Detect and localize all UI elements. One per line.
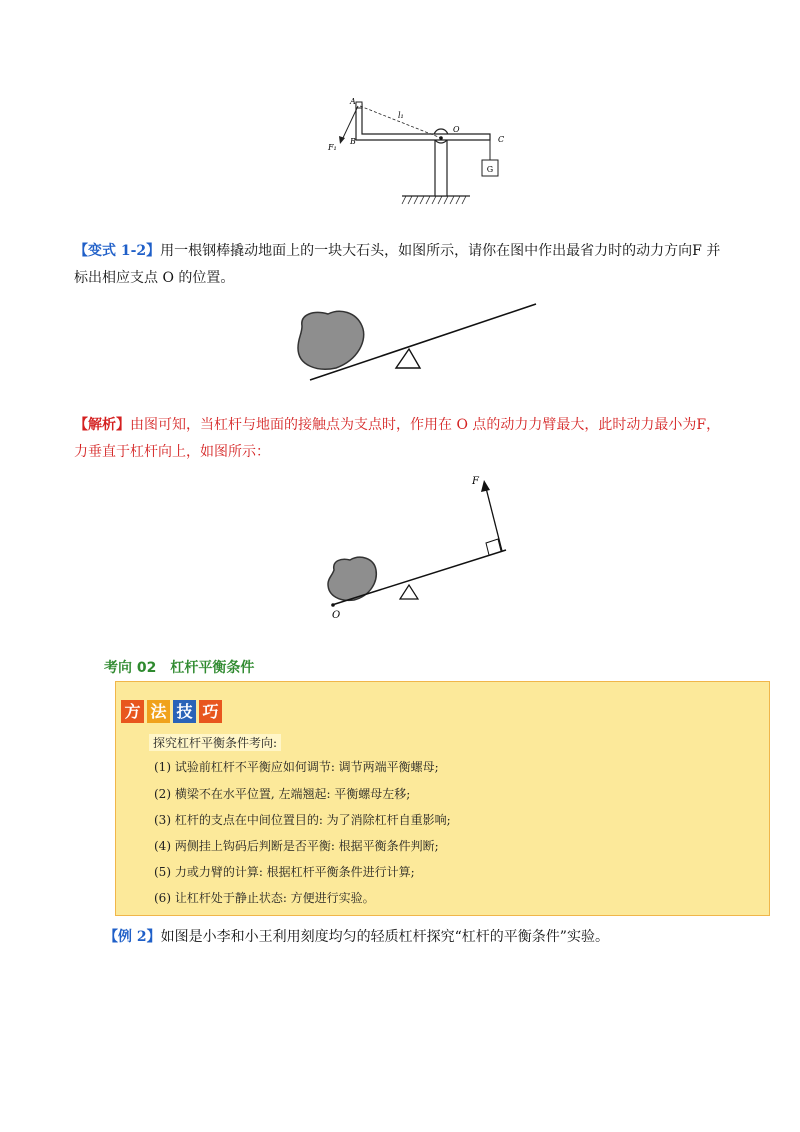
example-tag: 【例 2】: [104, 929, 161, 945]
answer-figure: [320, 470, 520, 620]
label-c: C: [498, 135, 505, 144]
badge-3: 技: [173, 700, 196, 723]
label-g: G: [486, 165, 494, 174]
variant-paragraph: [74, 238, 734, 292]
badge-4: 巧: [199, 700, 222, 723]
label-f1: F₁: [328, 143, 337, 152]
tip-item-4: (4) 两侧挂上钩码后判断是否平衡: 根据平衡条件判断;: [154, 839, 439, 853]
rock-lever-figure: [290, 296, 550, 386]
label-f: F: [472, 476, 479, 487]
method-tips-box: [115, 681, 770, 916]
analysis-paragraph: [74, 412, 734, 466]
analysis-text: 由图可知，当杠杆与地面的接触点为支点时，作用在 O 点的动力力臂最大，此时动力最小为F，力垂直于杠杆向上，如图所示：: [74, 417, 721, 460]
example-text: 如图是小李和小王利用刻度均匀的轻质杠杆探究“杠杆的平衡条件”实验。: [160, 929, 609, 945]
badge-2: 法: [147, 700, 170, 723]
variant-tag: 【变式 1-2】: [74, 243, 161, 259]
label-b: B: [350, 137, 356, 146]
example-paragraph: [104, 924, 744, 951]
section-heading: 考向 02 杠杆平衡条件: [104, 660, 255, 676]
label-o-pivot: O: [332, 610, 341, 620]
analysis-tag: 【解析】: [74, 417, 130, 433]
bent-lever-figure: [320, 92, 520, 212]
tip-item-1: (1) 试验前杠杆不平衡应如何调节: 调节两端平衡螺母;: [154, 760, 439, 774]
variant-text: 用一根钢棒撬动地面上的一块大石头，如图所示，请你在图中作出最省力时的动力方向F 并标出相应支点 O 的位置。: [74, 243, 721, 286]
badge-1: 方: [121, 700, 144, 723]
tip-item-5: (5) 力或力臂的计算: 根据杠杆平衡条件进行计算;: [154, 865, 415, 879]
tip-item-3: (3) 杠杆的支点在中间位置目的: 为了消除杠杆自重影响;: [154, 813, 451, 827]
label-l1: l₁: [398, 111, 404, 120]
tips-title: 探究杠杆平衡条件考向:: [149, 734, 281, 751]
label-o: O: [453, 125, 460, 134]
tip-item-2: (2) 横梁不在水平位置, 左端翘起: 平衡螺母左移;: [154, 787, 411, 801]
label-a: A: [350, 97, 356, 106]
tip-item-6: (6) 让杠杆处于静止状态: 方便进行实验。: [154, 891, 375, 905]
